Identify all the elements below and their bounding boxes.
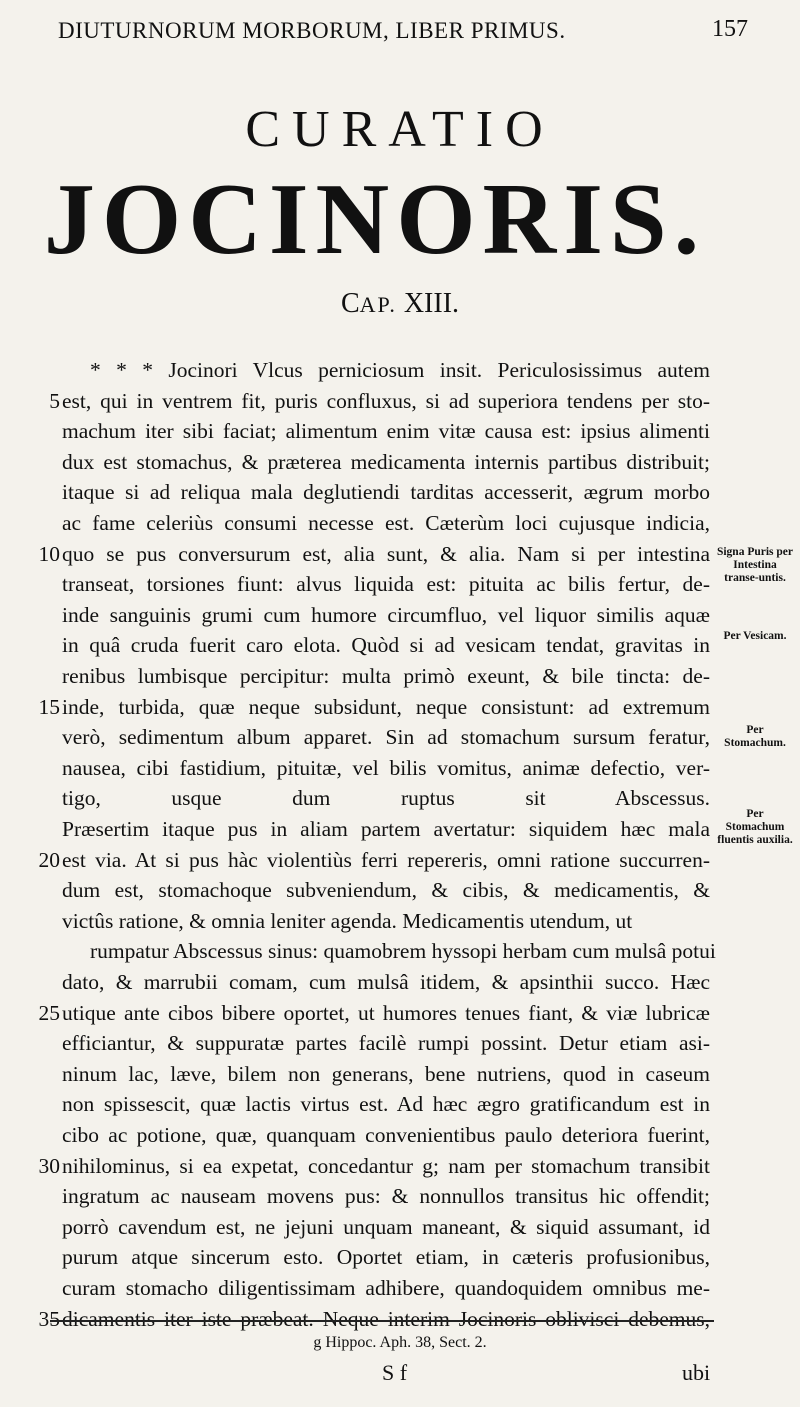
chapter-heading [0,288,800,320]
text-line: quo se pus conversurum est, alia sunt, & alia. Nam si per intestina [62,542,710,566]
text-line: est via. At si pus hàc violentiùs ferri repereris, omni ratione succurren- [62,848,710,872]
text-line: porrò cavendum est, ne jejuni unquam maneant, & siquid assumant, id [62,1215,710,1239]
text-line: dicamentis iter iste præbeat. Neque interim Jocinoris oblivisci debemus, [62,1307,710,1331]
title-jocinoris: JOCINORIS. [43,163,707,276]
title-curatio: CURATIO [245,101,555,158]
chapter-numeral: XIII. [403,288,460,319]
catchword: ubi [682,1360,711,1385]
line-number: 25 [38,1001,60,1025]
text-line: dum est, stomachoque subveniendum, & cibis, & medicamentis, & [62,878,710,902]
text-line: dato, & marrubii comam, cum mulsâ itidem, & apsinthii succo. Hæc [62,970,710,994]
text-line: ingratum ac nauseam movens pus: & nonnullos transitus hic offendit; [62,1184,710,1208]
margin-note: Per Stomachum. [724,724,786,749]
line-number: 15 [38,695,60,719]
text-line: inde, turbida, quæ neque subsidunt, neque consistunt: ad extremum [62,695,710,719]
text-line: Præsertim itaque pus in aliam partem avertatur: siquidem hæc mala [62,817,710,841]
chapter-prefix-rest: AP. [359,292,397,317]
line-number: 35 [38,1307,60,1331]
text-line: est, qui in ventrem fit, puris confluxus, si ad superiora tendens per sto- [62,389,710,413]
page-number: 157 [712,16,748,42]
text-line: dux est stomachus, & præterea medicamenta internis partibus distribuit; [62,450,710,474]
text-line: victûs ratione, & omnia leniter agenda. Medicamentis utendum, ut [62,909,633,933]
text-line: ninum lac, læve, bilem non generans, bene nutriens, quod in caseum [62,1062,710,1086]
margin-note: Per Vesicam. [723,630,787,642]
text-line: renibus lumbisque percipitur: multa primò exeunt, & bile tincta: de- [62,664,710,688]
text-line: cibo ac potione, quæ, quanquam convenientibus paulo deteriora fuerint, [62,1123,710,1147]
text-line: purum atque sincerum esto. Oportet etiam, in cæteris profusionibus, [62,1245,710,1269]
line-number: 20 [38,848,60,872]
text-line: efficiantur, & suppuratæ partes facilè rumpi possint. Detur etiam asi- [62,1031,710,1055]
text-line: curam stomacho diligentissimam adhibere, quandoquidem omnibus me- [62,1276,710,1300]
text-line: inde sanguinis grumi cum humore circumfluo, vel liquor similis aquæ [62,603,710,627]
line-number: 10 [38,542,60,566]
signature-mark: S f [382,1360,408,1385]
text-line: * * * Jocinori Vlcus perniciosum insit. Periculosissimus autem [90,358,710,382]
footnote-rule [50,1320,714,1322]
text-line: itaque si ad reliqua mala deglutiendi tarditas accesserit, ægrum morbo [62,480,710,504]
running-head: DIUTURNORUM MORBORUM, LIBER PRIMUS. [58,18,566,43]
text-line: transeat, torsiones fiunt: alvus liquida est: pituita ac bilis fertur, de- [62,572,710,596]
footnote: g Hippoc. Aph. 38, Sect. 2. [313,1334,487,1351]
chapter-prefix-initial: C [340,288,360,319]
line-number: 30 [38,1154,60,1178]
line-number: 5 [49,389,60,413]
text-line: ac fame celeriùs consumi necesse est. Cæterùm loci cujusque indicia, [62,511,710,535]
text-line: in quâ cruda fuerit caro elota. Quòd si ad vesicam tendat, gravitas in [62,633,710,657]
text-line: non spissescit, quæ lactis virtus est. Ad hæc ægro gratificandum est in [62,1092,710,1116]
text-line: verò, sedimentum album apparet. Sin ad stomachum sursum feratur, [62,725,710,749]
margin-note: Signa Puris per Intestina transe-untis. [716,546,794,584]
margin-note: Per Stomachum fluentis auxilia. [717,808,793,846]
text-line: nausea, cibi fastidium, pituitæ, vel bilis vomitus, animæ defectio, ver- [62,756,710,780]
text-line: utique ante cibos bibere oportet, ut humores tenues fiant, & viæ lubricæ [62,1001,710,1025]
text-line: tigo, usque dum ruptus sit Abscessus. [62,786,710,810]
text-line: rumpatur Abscessus sinus: quamobrem hyssopi herbam cum mulsâ potui [90,939,716,963]
text-line: nihilominus, si ea expetat, concedantur g; nam per stomachum transibit [62,1154,710,1178]
text-line: machum iter sibi faciat; alimentum enim vitæ causa est: ipsius alimenti [62,419,710,443]
